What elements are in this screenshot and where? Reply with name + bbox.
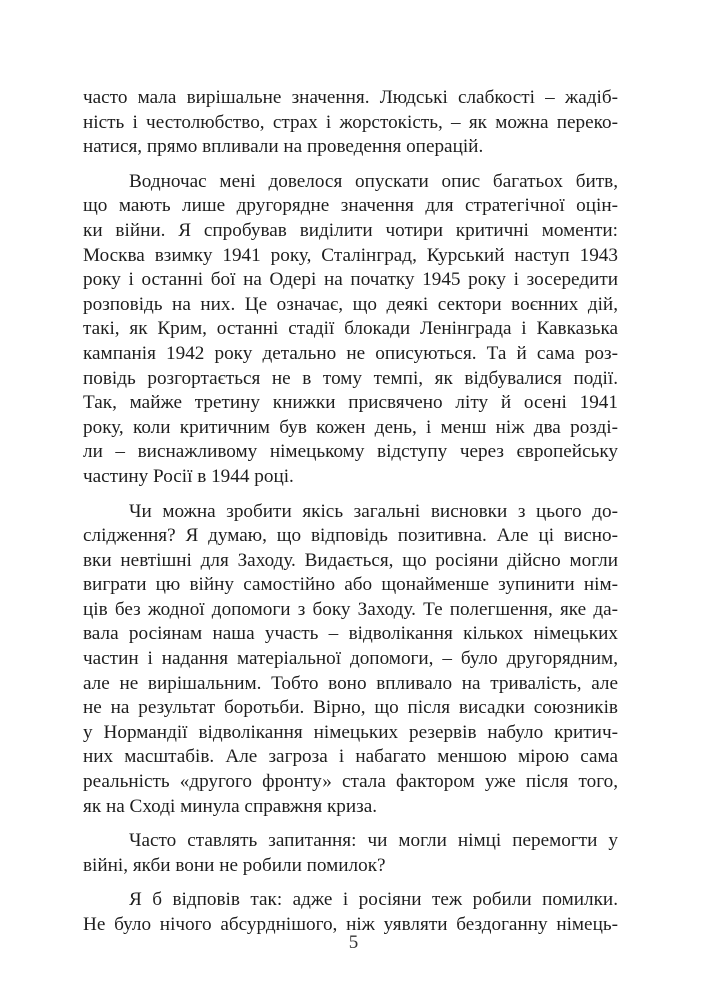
text-line: у Нормандії відволікання німецьких резервів набуло критич-: [83, 721, 618, 743]
text-line: не на результат боротьби. Вірно, що після висадки союзників: [83, 697, 618, 719]
text-line: року і останні бої на Одері на початку 1945 року і зосередити: [83, 269, 618, 291]
text-line: вки невтішні для Заходу. Видається, що росіяни дійсно могли: [83, 549, 618, 571]
text-line: року, коли критичним був кожен день, і менш ніж два розді-: [83, 416, 618, 438]
text-line: слідження? Я думаю, що відповідь позитивна. Але ці висно-: [83, 525, 618, 547]
paragraph: [83, 500, 618, 820]
text-line: ки війни. Я спробував виділити чотири критичні моменти:: [83, 219, 618, 241]
text-line: такі, як Крим, останні стадії блокади Ленінграда і Кавказька: [83, 318, 618, 340]
text-line: як на Сході минула справжня криза.: [83, 795, 378, 817]
text-line: частину Росії в 1944 році.: [83, 465, 294, 487]
text-line: війні, якби вони не робили помилок?: [83, 854, 386, 876]
text-line: кампанія 1942 року детально не описуються. Та й сама роз-: [83, 342, 618, 364]
page-number: 5: [348, 932, 359, 953]
text-line: що мають лише другорядне значення для стратегічної оцін-: [83, 195, 618, 217]
text-line: натися, прямо впливали на проведення операцій.: [83, 136, 484, 158]
text-line: Я б відповів так: адже і росіяни теж робили помилки.: [129, 889, 618, 911]
text-line: розповідь на них. Це означає, що деякі сектори воєнних дій,: [83, 293, 618, 315]
text-line: Москва взимку 1941 року, Сталінград, Курський наступ 1943: [83, 244, 618, 266]
paragraph: [83, 829, 618, 878]
text-line: частин і надання матеріальної допомоги, – було другорядним,: [83, 648, 618, 670]
text-line: Часто ставлять запитання: чи могли німці перемогти у: [129, 830, 618, 852]
text-line: ли – виснажливому німецькому відступу через європейську: [83, 441, 618, 463]
text-line: реальність «другого фронту» стала фактором уже після того,: [83, 771, 618, 793]
paragraph: [83, 888, 618, 937]
text-line: повідь розгортається не в тому темпі, як відбувалися події.: [83, 367, 618, 389]
text-line: Так, майже третину книжки присвячено літу й осені 1941: [83, 392, 618, 414]
text-line: вала росіянам наша участь – відволікання кількох німецьких: [83, 623, 618, 645]
text-line: Чи можна зробити якісь загальні висновки з цього до-: [129, 500, 618, 522]
text-line: виграти цю війну самостійно або щонайменше зупинити нім-: [83, 574, 618, 596]
page-body: [83, 86, 618, 948]
text-line: ність і честолюбство, страх і жорстокість, – як можна переко-: [83, 111, 618, 133]
text-line: але не вирішальним. Тобто воно впливало на тривалість, але: [83, 672, 618, 694]
text-line: Не було нічого абсурднішого, ніж уявляти бездоганну німець-: [83, 914, 618, 935]
text-line: Водночас мені довелося опускати опис багатьох битв,: [129, 170, 618, 192]
paragraph: [83, 170, 618, 490]
paragraph: [83, 86, 618, 160]
text-line: ців без жодної допомоги з боку Заходу. Те полегшення, яке да-: [83, 598, 618, 620]
text-line: них масштабів. Але загроза і набагато меншою мірою сама: [83, 746, 618, 768]
text-line: часто мала вирішальне значення. Людські слабкості – жадіб-: [83, 87, 618, 108]
